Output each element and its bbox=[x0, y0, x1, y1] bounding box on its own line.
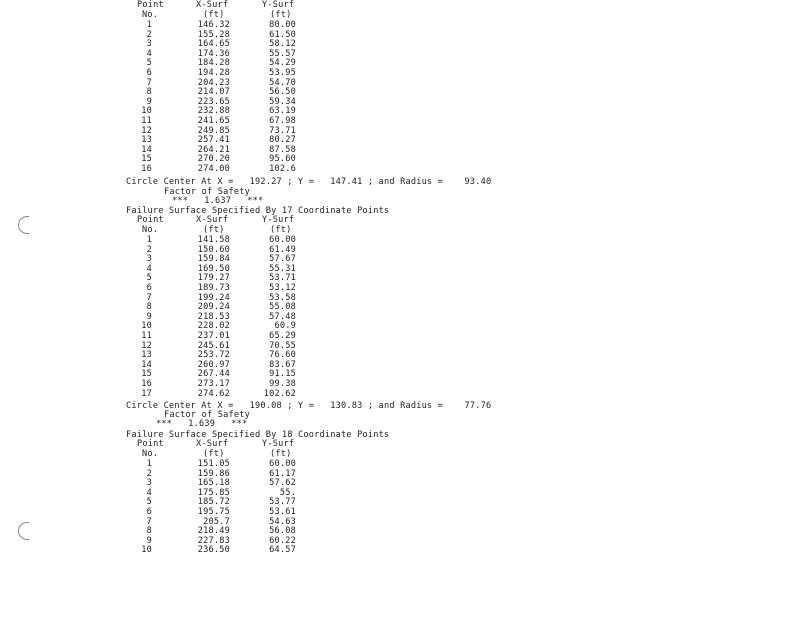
table-row-y-surf: 83.67 bbox=[269, 359, 296, 370]
table-row-y-surf: 102.6 bbox=[269, 164, 296, 174]
table-row-x-surf: 165.18 bbox=[197, 478, 230, 489]
table-row-x-surf: 150.60 bbox=[197, 244, 230, 255]
table-row-y-surf: 56.50 bbox=[269, 87, 296, 98]
table-row-y-surf: 67.98 bbox=[269, 116, 296, 126]
table-row-x-surf: 189.73 bbox=[197, 283, 230, 293]
table-row-x-surf: 274.00 bbox=[197, 164, 230, 174]
table-row-y-surf: 59.34 bbox=[269, 96, 296, 107]
table-row-y-surf: 53.12 bbox=[269, 283, 296, 293]
table-row-point-no: 9 bbox=[146, 535, 152, 546]
table-row-point-no: 11 bbox=[141, 331, 152, 341]
table-row-x-surf: 159.86 bbox=[197, 468, 230, 479]
table-row-x-surf: 204.23 bbox=[197, 77, 230, 88]
table-row-point-no: 11 bbox=[141, 116, 152, 126]
table-row-x-surf: 169.50 bbox=[197, 263, 230, 274]
table-row-y-surf: 60.00 bbox=[269, 459, 296, 469]
table-row-x-surf: 205.7 bbox=[203, 516, 230, 527]
table-row-y-surf: 80.27 bbox=[269, 135, 296, 146]
table-row-point-no: 3 bbox=[146, 254, 152, 265]
table-row-y-surf: 58.12 bbox=[269, 39, 296, 50]
table-row-x-surf: 155.28 bbox=[197, 29, 230, 40]
col-header-no: No. bbox=[142, 10, 159, 20]
col-header-point-2: Point bbox=[137, 215, 164, 225]
col-header-point: Point bbox=[137, 0, 164, 10]
table-row-x-surf: 249.85 bbox=[197, 125, 230, 136]
table-row-y-surf: 91.15 bbox=[269, 369, 296, 380]
table-row-y-surf: 55. bbox=[279, 487, 296, 498]
factor-of-safety-value-2: *** 1.639 *** bbox=[156, 419, 248, 429]
table-row-x-surf: 218.53 bbox=[197, 311, 230, 322]
table-row-x-surf: 195.75 bbox=[197, 507, 230, 517]
table-row-point-no: 13 bbox=[141, 135, 152, 146]
table-row-x-surf: 199.24 bbox=[197, 292, 230, 303]
table-row-x-surf: 164.65 bbox=[197, 39, 230, 50]
table-row-point-no: 10 bbox=[141, 545, 152, 556]
table-row-y-surf: 63.19 bbox=[269, 106, 296, 117]
table-row-y-surf: 53.61 bbox=[269, 507, 296, 517]
table-row-y-surf: 60.9 bbox=[274, 321, 296, 332]
table-row-y-surf: 57.67 bbox=[269, 254, 296, 265]
table-row-y-surf: 65.29 bbox=[269, 331, 296, 341]
table-row-x-surf: 209.24 bbox=[197, 302, 230, 313]
table-row-point-no: 10 bbox=[141, 106, 152, 117]
table-row-y-surf: 95.60 bbox=[269, 154, 296, 165]
table-row-x-surf: 245.61 bbox=[197, 340, 230, 351]
table-row-x-surf: 175.85 bbox=[197, 487, 230, 498]
table-row-y-surf: 70.55 bbox=[269, 340, 296, 351]
table-row-point-no: 16 bbox=[141, 379, 152, 389]
table-row-point-no: 16 bbox=[141, 164, 152, 174]
col-header-x-3: X-Surf bbox=[196, 439, 229, 449]
table-row-y-surf: 54.29 bbox=[269, 58, 296, 69]
col-header-x: X-Surf bbox=[196, 0, 229, 10]
table-row-point-no: 6 bbox=[146, 283, 152, 293]
table-row-x-surf: 267.44 bbox=[197, 369, 230, 380]
table-row-x-surf: 223.65 bbox=[197, 96, 230, 107]
table-row-point-no: 17 bbox=[141, 388, 152, 399]
col-header-y: Y-Surf bbox=[262, 0, 295, 10]
table-row-x-surf: 270.20 bbox=[197, 154, 230, 165]
table-row-y-surf: 87.58 bbox=[269, 144, 296, 155]
col-header-point-3: Point bbox=[137, 439, 164, 449]
col-header-x-2: X-Surf bbox=[196, 215, 229, 225]
section-title-2: Failure Surface Specified By 17 Coordinate Points bbox=[126, 206, 390, 216]
table-row-x-surf: 146.32 bbox=[197, 20, 230, 30]
table-row-point-no: 8 bbox=[146, 526, 152, 537]
table-row-y-surf: 54.63 bbox=[269, 516, 296, 527]
table-row-y-surf: 53.95 bbox=[269, 68, 296, 78]
table-row-y-surf: 60.22 bbox=[269, 535, 296, 546]
table-row-x-surf: 237.01 bbox=[197, 331, 230, 341]
table-row-y-surf: 61.17 bbox=[269, 468, 296, 479]
col-header-y-3: Y-Surf bbox=[262, 439, 295, 449]
col-header-y-unit-2: (ft) bbox=[270, 225, 292, 235]
table-row-point-no: 13 bbox=[141, 350, 152, 361]
table-row-x-surf: 274.62 bbox=[197, 388, 230, 399]
table-row-y-surf: 64.57 bbox=[269, 545, 296, 556]
table-row-y-surf: 73.71 bbox=[269, 125, 296, 136]
table-row-y-surf: 57.62 bbox=[269, 478, 296, 489]
table-row-x-surf: 218.49 bbox=[197, 526, 230, 537]
table-row-point-no: 9 bbox=[146, 96, 152, 107]
table-row-x-surf: 264.21 bbox=[197, 144, 230, 155]
table-row-point-no: 3 bbox=[146, 478, 152, 489]
table-row-x-surf: 260.97 bbox=[197, 359, 230, 370]
factor-of-safety-label-1: Factor of Safety bbox=[164, 187, 250, 197]
col-header-x-unit-3: (ft) bbox=[203, 449, 225, 459]
punch-hole-mark-top bbox=[18, 216, 29, 234]
table-row-y-surf: 76.60 bbox=[269, 350, 296, 361]
table-row-point-no: 6 bbox=[146, 68, 152, 78]
table-row-point-no: 8 bbox=[146, 302, 152, 313]
table-row-point-no: 4 bbox=[146, 263, 152, 274]
table-row-y-surf: 55.31 bbox=[269, 263, 296, 274]
table-row-point-no: 7 bbox=[146, 77, 152, 88]
col-header-no-3: No. bbox=[142, 449, 159, 459]
table-row-y-surf: 61.49 bbox=[269, 244, 296, 255]
table-row-x-surf: 253.72 bbox=[197, 350, 230, 361]
table-row-x-surf: 227.83 bbox=[197, 535, 230, 546]
table-row-point-no: 7 bbox=[146, 516, 152, 527]
table-row-x-surf: 151.05 bbox=[197, 459, 230, 469]
table-row-y-surf: 99.38 bbox=[269, 379, 296, 389]
table-row-point-no: 1 bbox=[146, 235, 152, 245]
table-row-y-surf: 55.57 bbox=[269, 48, 296, 59]
table-row-y-surf: 57.48 bbox=[269, 311, 296, 322]
col-header-y-unit-3: (ft) bbox=[270, 449, 292, 459]
table-row-y-surf: 61.50 bbox=[269, 29, 296, 40]
table-row-y-surf: 53.71 bbox=[269, 273, 296, 284]
table-row-point-no: 2 bbox=[146, 244, 152, 255]
table-row-y-surf: 56.08 bbox=[269, 526, 296, 537]
table-row-y-surf: 54.70 bbox=[269, 77, 296, 88]
factor-of-safety-label-2: Factor of Safety bbox=[164, 410, 250, 420]
table-row-x-surf: 194.28 bbox=[197, 68, 230, 78]
table-row-point-no: 2 bbox=[146, 468, 152, 479]
circle-center-line-2: Circle Center At X = 190.08 ; Y = 130.83 ; and Radius = 77.76 bbox=[126, 401, 492, 411]
table-row-x-surf: 241.65 bbox=[197, 116, 230, 126]
table-row-x-surf: 159.84 bbox=[197, 254, 230, 265]
table-row-point-no: 12 bbox=[141, 340, 152, 351]
table-row-x-surf: 184.28 bbox=[197, 58, 230, 69]
table-row-y-surf: 53.77 bbox=[269, 497, 296, 508]
table-row-x-surf: 257.41 bbox=[197, 135, 230, 146]
col-header-y-unit: (ft) bbox=[270, 10, 292, 20]
punch-hole-mark-bottom bbox=[18, 522, 29, 540]
table-row-y-surf: 80.00 bbox=[269, 20, 296, 30]
table-row-point-no: 14 bbox=[141, 359, 152, 370]
table-row-point-no: 15 bbox=[141, 369, 152, 380]
table-row-x-surf: 141.58 bbox=[197, 235, 230, 245]
table-row-x-surf: 179.27 bbox=[197, 273, 230, 284]
col-header-y-2: Y-Surf bbox=[262, 215, 295, 225]
table-row-point-no: 5 bbox=[146, 497, 152, 508]
table-row-x-surf: 232.88 bbox=[197, 106, 230, 117]
circle-center-line-1: Circle Center At X = 192.27 ; Y = 147.41 ; and Radius = 93.40 bbox=[126, 177, 492, 187]
table-row-point-no: 5 bbox=[146, 58, 152, 69]
table-row-x-surf: 236.50 bbox=[197, 545, 230, 556]
col-header-x-unit: (ft) bbox=[203, 10, 225, 20]
table-row-point-no: 8 bbox=[146, 87, 152, 98]
table-row-x-surf: 228.02 bbox=[197, 321, 230, 332]
table-row-x-surf: 185.72 bbox=[197, 497, 230, 508]
table-row-point-no: 4 bbox=[146, 48, 152, 59]
table-row-y-surf: 102.62 bbox=[263, 388, 296, 399]
table-row-point-no: 2 bbox=[146, 29, 152, 40]
section-title-3: Failure Surface Specified By 18 Coordinate Points bbox=[126, 430, 390, 440]
table-row-y-surf: 53.58 bbox=[269, 292, 296, 303]
table-row-point-no: 12 bbox=[141, 125, 152, 136]
table-row-point-no: 3 bbox=[146, 39, 152, 50]
table-row-point-no: 9 bbox=[146, 311, 152, 322]
table-row-x-surf: 273.17 bbox=[197, 379, 230, 389]
factor-of-safety-value-1: *** 1.637 *** bbox=[172, 196, 264, 206]
table-row-point-no: 10 bbox=[141, 321, 152, 332]
table-row-point-no: 6 bbox=[146, 507, 152, 517]
table-row-y-surf: 55.08 bbox=[269, 302, 296, 313]
table-row-point-no: 15 bbox=[141, 154, 152, 165]
table-row-point-no: 1 bbox=[146, 459, 152, 469]
table-row-x-surf: 214.07 bbox=[197, 87, 230, 98]
col-header-x-unit-2: (ft) bbox=[203, 225, 225, 235]
table-row-point-no: 14 bbox=[141, 144, 152, 155]
table-row-point-no: 5 bbox=[146, 273, 152, 284]
table-row-point-no: 7 bbox=[146, 292, 152, 303]
table-row-x-surf: 174.36 bbox=[197, 48, 230, 59]
table-row-point-no: 4 bbox=[146, 487, 152, 498]
table-row-point-no: 1 bbox=[146, 20, 152, 30]
table-row-y-surf: 60.00 bbox=[269, 235, 296, 245]
col-header-no-2: No. bbox=[142, 225, 159, 235]
